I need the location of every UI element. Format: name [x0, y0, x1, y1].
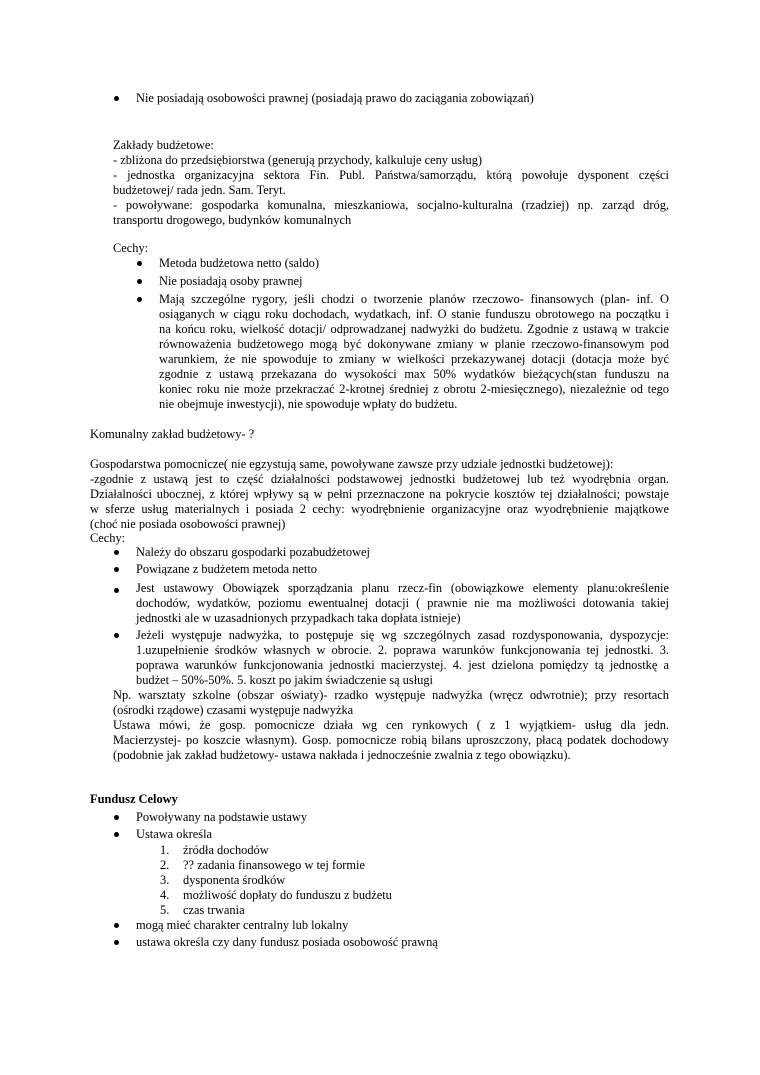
- fundusz-sub-item: czas trwania: [183, 903, 245, 917]
- bullet-icon: [114, 940, 119, 945]
- bullet-icon: [137, 279, 142, 284]
- gospodarstwa-ustawa-line: Ustawa mówi, że gosp. pomocnicze działa wg cen rynkowych ( z 1 wyjątkiem- usług dla jedn.: [113, 718, 669, 732]
- zaklady-cecha-1: Metoda budżetowa netto (saldo): [159, 256, 319, 270]
- fundusz-sub-item: ?? zadania finansowego w tej formie: [183, 858, 365, 872]
- gospodarstwa-np-line: Np. warsztaty szkolne (obszar oświaty)- rzadko występuje nadwyżka (wręcz odwrotnie); przy resortach: [113, 688, 669, 702]
- fundusz-bullet-4: ustawa określa czy dany fundusz posiada osobowość prawną: [136, 935, 438, 949]
- bullet-icon: [114, 96, 119, 101]
- gospodarstwa-cecha-4-line: budżet – 50%-50%. 5. koszt po jakim świadczenie są usługi: [136, 673, 433, 687]
- zaklady-cecha-2: Nie posiadają osoby prawnej: [159, 274, 303, 288]
- bullet-icon: [114, 550, 119, 555]
- gospodarstwa-cecha-4-line: poprawa warunków funkcjonowania jednostki macierzystej. 4. jest dzielona pomiędzy tą jednostkę a: [136, 658, 669, 672]
- bullet-icon: [114, 832, 119, 837]
- gospodarstwa-paragraph-line: w sferze usług materialnych i posiada 2 cechy: wyodrębnienie organizacyjne oraz wyodrębnienie majątkowe: [90, 502, 669, 516]
- bullet-icon: [114, 815, 119, 820]
- fundusz-bullet-2: Ustawa określa: [136, 827, 213, 841]
- zaklady-cecha-3-line: nie obejmuje inwestycji), nie spowoduje wpłaty do budżetu.: [159, 397, 458, 411]
- zaklady-line-1: - zbliżona do przedsiębiorstwa (generują przychody, kalkuluje ceny usług): [113, 153, 483, 167]
- gospodarstwa-cecha-3-line: Jest ustawowy Obowiązek sporządzania planu rzecz-fin (obowiązkowe elementy planu:określenie: [136, 581, 669, 595]
- fundusz-sub-item: dysponenta środków: [183, 873, 286, 887]
- gospodarstwa-paragraph-line: -zgodnie z ustawą jest to część działalności podstawowej jednostki budżetowej lub też wyodrębnia organ.: [90, 472, 669, 486]
- bullet-icon: [137, 297, 142, 302]
- fundusz-bullet-3: mogą mieć charakter centralny lub lokalny: [136, 918, 349, 932]
- zaklady-cecha-3-line: osiąganych w ciągu roku dochodach, wydatkach, inf. O stanie funduszu obrotowego na początku i: [159, 307, 669, 321]
- zaklady-line-4: - powoływane: gospodarka komunalna, mieszkaniowa, socjalno-kulturalna (rzadziej) np. zarząd dróg,: [113, 198, 669, 212]
- fundusz-number: 2.: [160, 858, 170, 872]
- gospodarstwa-ustawa-line: Macierzystej- po koszcie własnym). Gosp. pomocnicze robią bilans uproszczony, płacą podatek dochodowy: [113, 733, 669, 747]
- gospodarstwa-heading: Gospodarstwa pomocnicze( nie egzystują same, powoływane zawsze przy udziale jednostki budżetowej):: [90, 457, 614, 471]
- zaklady-cecha-3-line: na końcu roku, wielkość dotacji/ odprowadzanej nadwyżki do budżetu. Zgodnie z ustawą w trakcie: [159, 322, 669, 336]
- gospodarstwa-ustawa-line: (podobnie jak zakład budżetowy- ustawa nakłada i jednocześnie zwalnia z tego obowiązku).: [113, 748, 571, 762]
- gospodarstwa-cecha-3-line: jednostki ale w uzasadnionych przypadkach taka dopłata istnieje): [136, 611, 461, 625]
- gospodarstwa-cecha-1: Należy do obszaru gospodarki pozabudżetowej: [136, 545, 370, 559]
- gospodarstwa-cecha-2: Powiązane z budżetem metoda netto: [136, 562, 317, 576]
- gospodarstwa-paragraph-line: Działalności ubocznej, z której wpływy są w pełni przeznaczone na pokrycie kosztów tej działalności; powstaje: [90, 487, 669, 501]
- zaklady-cecha-3-line: zgodnie z ustawą przekazana do wysokości max 50% wydatków bieżących(stan funduszu na: [159, 367, 669, 381]
- gospodarstwa-paragraph-line: (choć nie posiada osobowości prawnej): [90, 517, 286, 531]
- bullet-icon: [114, 588, 119, 593]
- fundusz-number: 3.: [160, 873, 170, 887]
- gospodarstwa-cechy-label: Cechy:: [90, 531, 126, 545]
- intro-bullet-text: Nie posiadają osobowości prawnej (posiadają prawo do zaciągania zobowiązań): [136, 91, 534, 105]
- zaklady-line-3: budżetowej/ rada jedn. Sam. Teryt.: [113, 183, 286, 197]
- zaklady-line-5: transportu drogowego, budynków komunalnych: [113, 213, 352, 227]
- fundusz-number: 4.: [160, 888, 170, 902]
- zaklady-cecha-3-line: równoważenia budżetowego mogą być dokonywane zmiany w planie rzeczowo-finansowym pod: [159, 337, 669, 351]
- zaklady-cecha-3-line: koniec roku nie może przekraczać 2-krotnej średniej z obrotu 2-miesięcznego), niezależnie od tego: [159, 382, 669, 396]
- fundusz-number: 1.: [160, 843, 170, 857]
- zaklady-cechy-label: Cechy:: [113, 241, 149, 255]
- bullet-icon: [114, 567, 119, 572]
- fundusz-sub-item: źródła dochodów: [183, 843, 269, 857]
- gospodarstwa-cecha-3-line: dochodów, wydatków, poziomu ewentualnej dotacji ( prawnie nie ma możliwości dotowania takiej: [136, 596, 669, 610]
- gospodarstwa-np-line: (ośrodki rządowe) czasami występuje nadwyżka: [113, 703, 354, 717]
- fundusz-bullet-1: Powoływany na podstawie ustawy: [136, 810, 308, 824]
- zaklady-cecha-3-line: Mają szczególne rygory, jeśli chodzi o tworzenie planów rzeczowo- finansowych (plan- inf. O: [159, 292, 669, 306]
- gospodarstwa-cecha-4-line: 1.uzupełnienie środków własnych w obrocie. 2. poprawa warunków funkcjonowania tej jednostki. 3.: [136, 643, 669, 657]
- bullet-icon: [114, 923, 119, 928]
- zaklady-heading: Zakłady budżetowe:: [113, 138, 214, 152]
- fundusz-sub-item: możliwość dopłaty do funduszu z budżetu: [183, 888, 392, 902]
- komunalny-line: Komunalny zakład budżetowy- ?: [90, 427, 255, 441]
- zaklady-cecha-3-line: warunkiem, że nie spowoduje to zmiany w wielkości przekazywanej dotacji (dotacja może być: [159, 352, 669, 366]
- bullet-icon: [114, 633, 119, 638]
- fundusz-heading: Fundusz Celowy: [90, 792, 178, 806]
- zaklady-line-2: - jednostka organizacyjna sektora Fin. Publ. Państwa/samorządu, którą powołuje dysponent części: [113, 168, 669, 182]
- bullet-icon: [137, 261, 142, 266]
- fundusz-number: 5.: [160, 903, 170, 917]
- gospodarstwa-cecha-4-line: Jeżeli występuje nadwyżka, to postępuje się wg szczególnych zasad rozdysponowania, dyspozycje:: [136, 628, 669, 642]
